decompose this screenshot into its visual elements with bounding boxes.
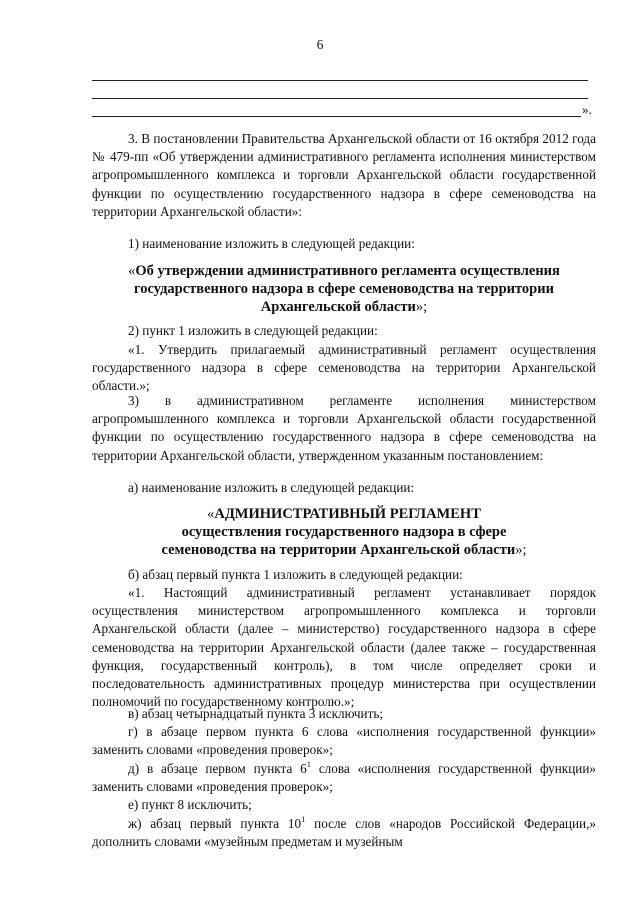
title-1-line-2: государственного надзора в сфере семеноводства на территории	[134, 281, 554, 298]
page-number: 6	[316, 37, 324, 52]
item-3-3-d: д) в абзаце первом пункта $6^1$ слова «исполнения государственной функции» заменить словами «проведения проверок»;	[92, 759, 596, 795]
item-3-1: 1) наименование изложить в следующей редакции:	[128, 236, 415, 251]
title-2-line-1: АДМИНИСТРАТИВНЫЙ РЕГЛАМЕНТ	[214, 506, 481, 522]
item-3-2: 2) пункт 1 изложить в следующей редакции:	[128, 323, 378, 338]
item-3-3-a: а) наименование изложить в следующей редакции:	[128, 480, 415, 495]
title-2-line-2: осуществления государственного надзора в сфере	[181, 524, 507, 541]
paragraph-3: 3. В постановлении Правительства Архангельской области от 16 октября 2012 года № 479-пп «Об утверждении административного регламента исполнения министерством агропромышленного комплекса и торговли Архангельской области государственной функции по осуществлению государственного надзора в сфере семеноводства на территории Архангельской области»:	[92, 131, 596, 219]
item-3-3-b-text: «1. Настоящий административный регламент устанавливает порядок осуществления министерством агропромышленного комплекса и торговли Архангельской области (далее – министерство) государственного надзора в сфере семеноводства на территории Архангельской области (далее также – государственная функция, государственный контроль), в том числе определяет сроки и последовательность административных процедур министерства при осуществлении полномочий по государственному контролю.»;	[92, 585, 596, 710]
amended-title-1: «Об утверждении административного регламента осуществления государственного надзора в сфере семеноводства на территории Архангельской области»;	[92, 262, 596, 317]
title-1-line-3: Архангельской области	[260, 299, 416, 316]
item-3-3-g: г) в абзаце первом пункта 6 слова «исполнения государственной функции» заменить словами «проведения проверок»;	[92, 724, 596, 758]
item-3-3: 3) в административном регламенте исполнения министерством агропромышленного комплекса и торговли Архангельской области государственной функции по осуществлению государственного надзора в сфере семеноводства на территории Архангельской области, утвержденном указанным постановлением:	[92, 393, 596, 463]
blank-line	[92, 80, 588, 81]
item-3-3-zh: ж) абзац первый пункта $10^1$ после слов «народов Российской Федерации,» дополнить словами «музейным предметам и музейным	[92, 814, 596, 850]
item-3-3-b: б) абзац первый пункта 1 изложить в следующей редакции:	[128, 567, 463, 582]
item-3-3-v: в) абзац четырнадцатый пункта 3 исключить;	[128, 706, 384, 721]
title-2-line-3: семеноводства на территории Архангельской области	[161, 542, 516, 559]
blank-line	[92, 98, 588, 99]
amended-title-2: «АДМИНИСТРАТИВНЫЙ РЕГЛАМЕНТ осуществления государственного надзора в сфере семеноводства на территории Архангельской области»;	[92, 505, 596, 560]
blank-line-tail: ».	[582, 102, 592, 117]
blank-line	[92, 116, 581, 117]
item-3-3-e: е) пункт 8 исключить;	[128, 797, 252, 812]
title-1-line-1: Об утверждении административного регламента осуществления	[135, 263, 560, 279]
item-3-2-text: «1. Утвердить прилагаемый административный регламент осуществления государственного надзора в сфере семеноводства на территории Архангельской области.»;	[92, 342, 596, 394]
